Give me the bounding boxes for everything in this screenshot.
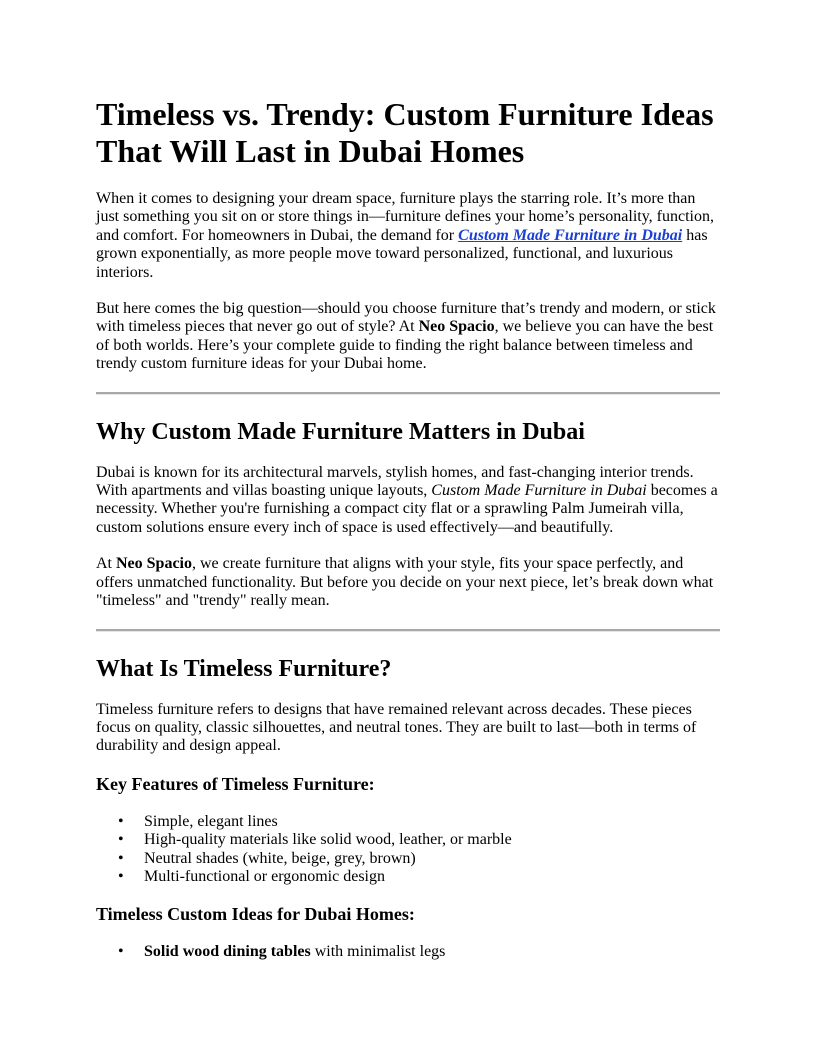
- brand-name: Neo Spacio: [418, 318, 495, 336]
- subheading-key-features: Key Features of Timeless Furniture:: [96, 773, 375, 794]
- section-heading-timeless: What Is Timeless Furniture?: [96, 655, 392, 682]
- bullet-icon: •: [118, 831, 124, 849]
- section-divider: [96, 629, 720, 632]
- bullet-icon: •: [118, 849, 124, 867]
- list-item-text: with minimalist legs: [310, 943, 446, 961]
- why-paragraph-1: [96, 464, 720, 538]
- intro-p2-text-start: But here comes the big question—should you choose furniture that’s trendy and modern, or stick with timeless pieces that never go out of style? At: [96, 300, 716, 336]
- list-item: [96, 813, 720, 831]
- bullet-icon: •: [118, 943, 124, 961]
- brand-name: Neo Spacio: [116, 555, 192, 573]
- list-item-bold-text: Solid wood dining tables: [144, 943, 311, 961]
- document-page: [96, 96, 720, 980]
- intro-p1-text-end: has grown exponentially, as more people move toward personalized, functional, and luxurious interiors.: [96, 226, 708, 281]
- intro-paragraph-2: [96, 300, 720, 374]
- intro-paragraph-1: [96, 190, 720, 282]
- section-divider: [96, 392, 720, 395]
- subheading-custom-ideas: Timeless Custom Ideas for Dubai Homes:: [96, 904, 415, 925]
- timeless-paragraph: Timeless furniture refers to designs that have remained relevant across decades. These pieces focus on quality, classic silhouettes, and neutral tones. They are built to last—both in terms of durability and design appeal.: [96, 700, 697, 755]
- key-features-list: [96, 813, 720, 887]
- list-item: [96, 831, 720, 849]
- list-item-text: Simple, elegant lines: [144, 812, 278, 830]
- list-item-text: High-quality materials like solid wood, leather, or marble: [144, 831, 512, 849]
- why-p1-italic-term: Custom Made Furniture in Dubai: [431, 482, 647, 500]
- why-p2-text-end: , we create furniture that aligns with your style, fits your space perfectly, and offers unmatched functionality. But before you decide on your next piece, let’s break down what "timeless" and "trendy" really mean.: [96, 555, 714, 610]
- list-item: [96, 868, 720, 886]
- why-paragraph-2: [96, 555, 720, 610]
- why-p2-text-start: At: [96, 555, 116, 573]
- bullet-icon: •: [118, 812, 124, 830]
- why-p1-text-end: becomes a necessity. Whether you're furnishing a compact city flat or a sprawling Palm Jumeirah villa, custom solutions ensure every inch of space is used effectively—and beautifully.: [96, 482, 718, 536]
- intro-p2-text-end: , we believe you can have the best of both worlds. Here’s your complete guide to finding the right balance between timeless and trendy custom furniture ideas for your Dubai home.: [96, 318, 714, 373]
- list-item-text: Multi-functional or ergonomic design: [144, 867, 385, 885]
- bullet-icon: •: [118, 867, 124, 885]
- list-item: [96, 850, 720, 868]
- custom-ideas-list: [96, 943, 720, 961]
- custom-furniture-dubai-link[interactable]: Custom Made Furniture in Dubai: [458, 226, 683, 244]
- list-item: [96, 943, 720, 961]
- section-heading-why: Why Custom Made Furniture Matters in Dubai: [96, 418, 585, 445]
- intro-p1-text-start: When it comes to designing your dream space, furniture plays the starring role. It’s more than just something you sit on or store things in—furniture defines your home’s personality, function, and comfort. For homeowners in Dubai, the demand for: [96, 190, 714, 244]
- why-p1-text-start: Dubai is known for its architectural marvels, stylish homes, and fast-changing interior trends. With apartments and villas boasting unique layouts,: [96, 463, 694, 500]
- list-item-text: Neutral shades (white, beige, grey, brown): [144, 849, 416, 867]
- page-title: Timeless vs. Trendy: Custom Furniture Ideas That Will Last in Dubai Homes: [96, 96, 714, 169]
